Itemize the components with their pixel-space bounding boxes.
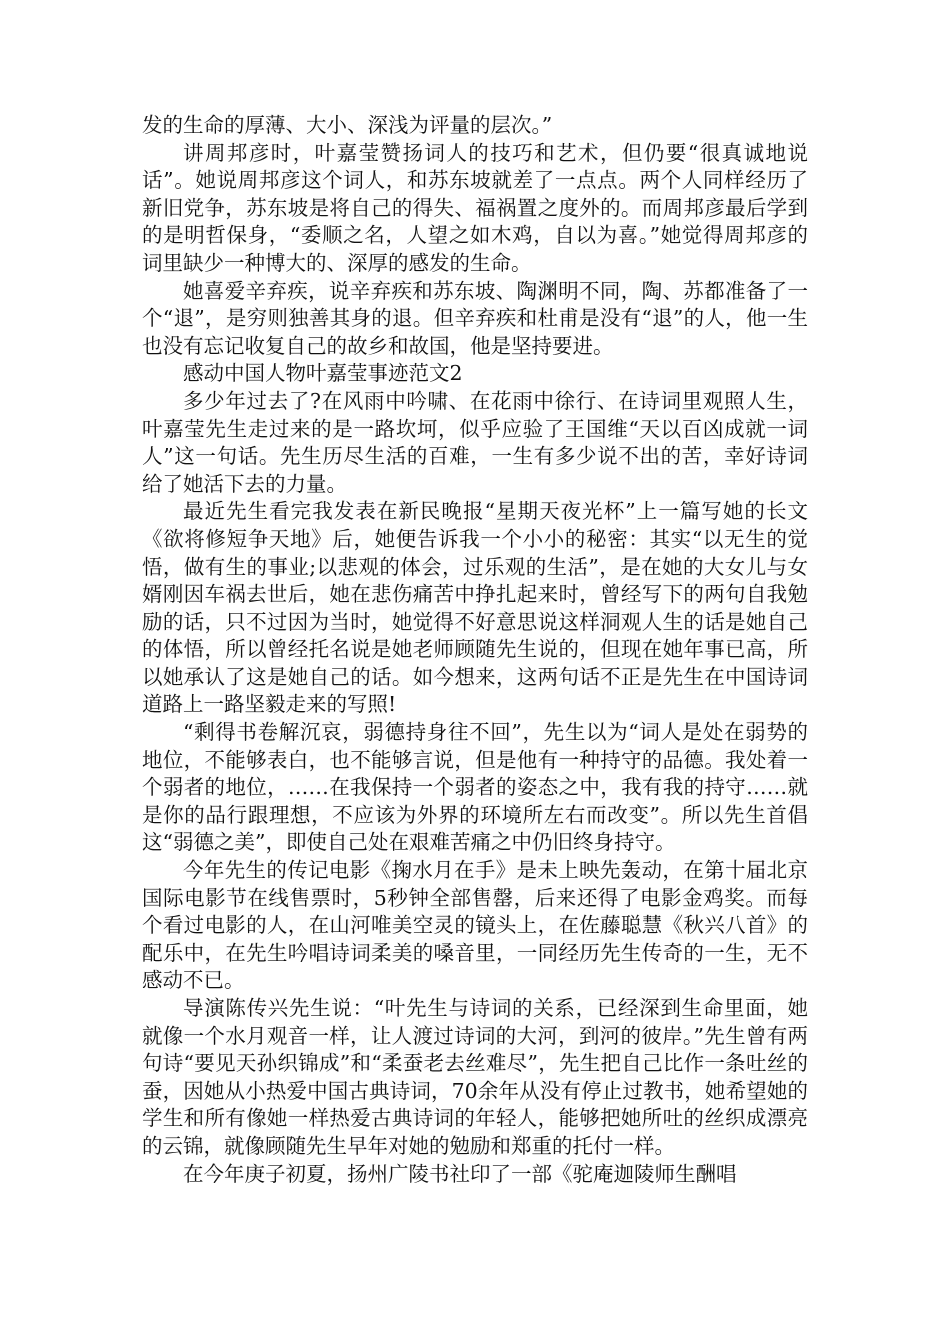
paragraph-years-passed: 多少年过去了?在风雨中吟啸、在花雨中徐行、在诗词里观照人生，叶嘉莹先生走过来的是一路坎坷，似乎应验了王国维“天以百凶成就一词人”这一句话。先生历尽生活的百难，一生有多少说不出的苦，幸好诗词给了她活下去的力量。	[142, 388, 808, 496]
paragraph-xin-qiji: 她喜爱辛弃疾，说辛弃疾和苏东坡、陶渊明不同，陶、苏都准备了一个“退”，是穷则独善其身的退。但辛弃疾和杜甫是没有“退”的人，他一生也没有忘记收复自己的故乡和故国，他是坚持要进。	[142, 278, 808, 358]
paragraph-continuation: 发的生命的厚薄、大小、深浅为评量的层次。”	[142, 113, 553, 137]
paragraph-secret: 最近先生看完我发表在新民晚报“星期天夜光杯”上一篇写她的长文《欲将修短争天地》后，她便告诉我一个小小的秘密：其实“以无生的觉悟，做有生的事业;以悲观的体会，过乐观的生活”，是在她的大女儿与女婿刚因车祸去世后，她在悲伤痛苦中挣扎起来时，曾经写下的两句自我勉励的话，只不过因为当时，她觉得不好意思说这样洞观人生的话是她自己的体悟，所以曾经托名说是她老师顾随先生说的，但现在她年事已高，所以她承认了这是她自己的话。如今想来，这两句话不正是先生在中国诗词道路上一路坚毅走来的写照!	[142, 499, 808, 717]
paragraph-zhou-bangyan: 讲周邦彦时，叶嘉莹赞扬词人的技巧和艺术，但仍要“很真诚地说话”。她说周邦彦这个词人，和苏东坡就差了一点点。两个人同样经历了新旧党争，苏东坡是将自己的得失、福祸置之度外的。而周邦彦最后学到的是明哲保身，“委顺之名，人望之如木鸡，自以为喜。”她觉得周邦彦的词里缺少一种博大的、深厚的感发的生命。	[142, 140, 808, 275]
article-body	[142, 112, 808, 1188]
section-heading: 感动中国人物叶嘉莹事迹范文2	[183, 361, 463, 386]
paragraph-film: 今年先生的传记电影《掬水月在手》是未上映先轰动，在第十届北京国际电影节在线售票时，5秒钟全部售罄，后来还得了电影金鸡奖。而每个看过电影的人，在山河唯美空灵的镜头上，在佐藤聪慧《秋兴八首》的配乐中，在先生吟唱诗词柔美的嗓音里，一同经历先生传奇的一生，无不感动不已。	[142, 858, 808, 993]
paragraph-weak-virtue: “剩得书卷解沉哀，弱德持身往不回”，先生以为“词人是处在弱势的地位，不能够表白，也不能够言说，但是他有一种持守的品德。我处着一个弱者的地位，……在我保持一个弱者的姿态之中，我有我的持守……就是你的品行跟理想，不应该为外界的环境所左右而改变”。所以先生首倡这“弱德之美”，即使自己处在艰难苦痛之中仍旧终身持守。	[142, 720, 808, 855]
paragraph-summer: 在今年庚子初夏，扬州广陵书社印了一部《驼庵迦陵师生酬唱	[183, 1161, 737, 1186]
paragraph-director: 导演陈传兴先生说：“叶先生与诗词的关系，已经深到生命里面，她就像一个水月观音一样，让人渡过诗词的大河，到河的彼岸。”先生曾有两句诗“要见天孙织锦成”和“柔蚕老去丝难尽”，先生把自己比作一条吐丝的蚕，因她从小热爱中国古典诗词，70余年从没有停止过教书，她希望她的学生和所有像她一样热爱古典诗词的年轻人，能够把她所吐的丝织成漂亮的云锦，就像顾随先生早年对她的勉励和郑重的托付一样。	[142, 996, 808, 1158]
